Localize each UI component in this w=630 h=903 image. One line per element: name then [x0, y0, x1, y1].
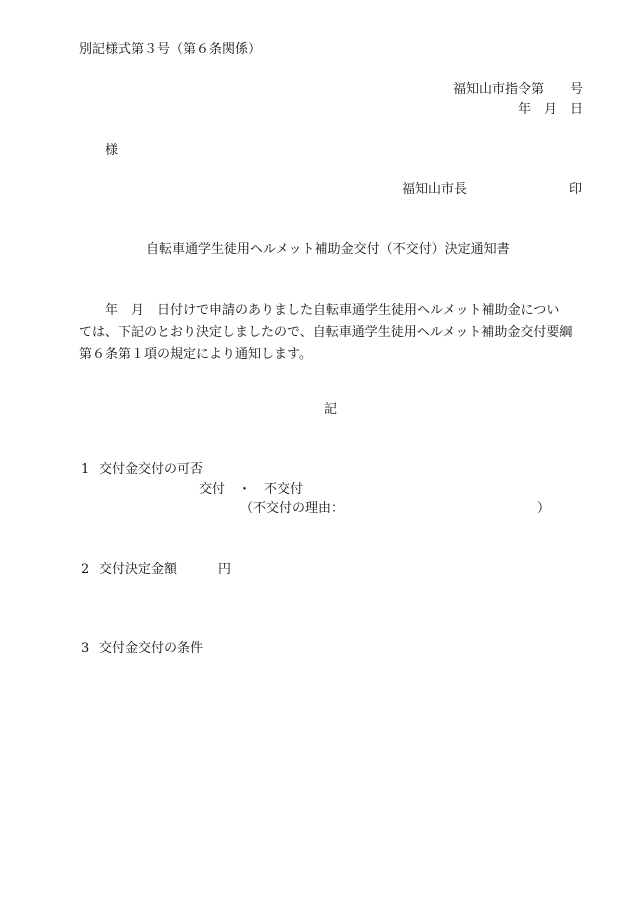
choice-text: 交付 ・ 不交付: [199, 482, 304, 497]
notice-number: 福知山市指令第 号: [452, 82, 583, 97]
reason-open: （不交付の理由：: [240, 501, 345, 516]
reason-close: ）: [537, 501, 551, 516]
seal-mark: 印: [569, 182, 583, 197]
addressee-suffix: 様: [105, 143, 119, 158]
body-line: 年 月 日付けで申請のありました自転車通学生徒用ヘルメット補助金につい: [79, 303, 560, 318]
item-1-number: 1: [81, 462, 90, 477]
body-paragraph: [79, 300, 589, 366]
body-line: 第６条第１項の規定により通知します。: [79, 347, 312, 362]
item-3-label: 交付金交付の条件: [99, 641, 204, 656]
ki-heading: 記: [324, 402, 338, 417]
amount-unit: 円: [218, 562, 232, 577]
document-title: 自転車通学生徒用ヘルメット補助金交付（不交付）決定通知書: [146, 242, 510, 257]
item-1-label: 交付金交付の可否: [99, 462, 204, 477]
date-line: 年 月 日: [517, 102, 583, 117]
item-3-number: 3: [81, 641, 90, 656]
body-line: ては、下記のとおり決定しましたので、自転車通学生徒用ヘルメット補助金交付要綱: [79, 325, 573, 340]
issuer: 福知山市長: [402, 182, 468, 197]
form-label: 別記様式第３号（第６条関係）: [79, 42, 262, 57]
item-2-number: 2: [81, 562, 90, 577]
item-2-label: 交付決定金額: [99, 562, 178, 577]
